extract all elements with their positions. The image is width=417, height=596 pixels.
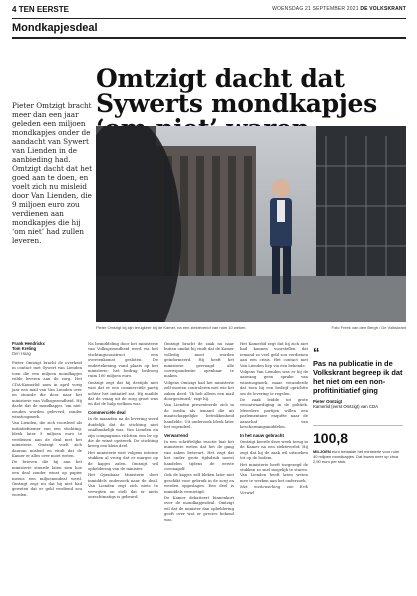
photo-illustration (96, 126, 406, 322)
stat-value: 100,8 (313, 430, 349, 446)
paragraph: Volgens Omtzigt had het ministerie zelf moeten controleren met wie het zaken deed. ‘Ik heb alleen een mail doorgestuurd,’ zegt hij. (164, 379, 235, 402)
paragraph: Omtzigt zegt dat hij destijds niet wist dat er een commerciële partij achter het initiatief zat. Hij mailde dat de vraag uit de zorg groot was en dat de hulp welkom was. (88, 379, 158, 407)
article-photo (96, 126, 406, 322)
quote-mark-icon: “ (313, 345, 320, 360)
paragraph: Pieter Omtzigt bracht de overheid in contact met Sywert van Lienden toen die een miljoen mondkapjes wilde leveren aan de zorg. Het CDA-Kamerlid nam in april vorig jaar een mail van Van Lienden over en stuurde die door naar het ministerie van Volksgezondheid. Hij dacht dat de mondkapjes ‘om niet’ zouden worden geleverd, zonder winstoogmerk. (12, 360, 82, 420)
paragraph: Volgens Van Lienden was er bij de aanvang geen sprake van winstoogmerk, maar veranderde dat toen hij een bedrijf oprichtte om de levering te regelen. (240, 369, 308, 396)
paragraph: Het ministerie heeft toegezegd de stukken zo snel mogelijk te sturen. Van Lienden heeft laten weten mee te werken aan het onderzoek. (240, 461, 308, 483)
paragraph: De Kamer debatteert binnenkort over de mondkapjesdeal. Omtzigt wil dat de minister dan opheldering geeft over wat er precies bekend was. (164, 494, 234, 522)
article-column-2 (88, 341, 158, 500)
byline (12, 341, 82, 356)
photo-credit: Foto Freek van den Bergh / De Volkskrant (331, 325, 406, 330)
stat-description (313, 449, 403, 465)
paragraph: Van Lienden presenteerde zich in de media als iemand die uit maatschappelijke betrokkenheid handelde. Uit onderzoek bleek later het tegendeel. (164, 402, 234, 430)
paragraph: Het Kamerlid zegt dat hij zich niet had kunnen voorstellen dat iemand zo veel geld zou verdienen aan een crisis. Het contact met Van Lienden liep via een bekende. (240, 341, 308, 368)
section-rule (12, 37, 406, 39)
photo-caption-bar (96, 325, 406, 330)
stat-text: euro betaalde het ministerie voor ruim 40 miljoen mondkapjes. Dat kwam neer op circa 2,50 euro per stuk. (313, 449, 400, 465)
paragraph: Het ministerie wist volgens interne stukken al vroeg dat er marges op de kapjes zaten. Omtzigt wil opheldering van de minister. (88, 449, 158, 471)
paragraph: Van Lienden, die zich voordeed als initiatiefnemer van een stichting, bleek later 9 miljoen euro te verdienen aan de deal met het ministerie. Omtzigt voelt zich daarom misleid en vindt dat de Kamer er alles over moet weten. (12, 420, 82, 458)
quote-role: Kamerlid (eerst Omtzigt) van CDA (313, 404, 378, 409)
quote-attribution (313, 399, 403, 409)
paragraph: Omtzigt bracht de zaak nu naar buiten omdat hij vindt dat de Kamer volledig moet worden geïnformeerd. Hij heeft het ministerie gevraagd alle correspondentie openbaar te maken. (164, 341, 234, 379)
header-rule (12, 18, 406, 19)
paragraph: In de maanden na de levering werd duidelijk dat de stichting niet onafhankelijk was. Van Lienden en zijn compagnons richtten een bv op die de winst opstreek. De stichting kreeg een klein deel. (88, 416, 158, 449)
stat-box (313, 430, 403, 465)
paragraph: Het Openbaar Ministerie doet inmiddels onderzoek naar de deal. Van Lienden zegt zich niets te verwijten en stelt dat er niets onrechtmatigs is gebeurd. (88, 472, 158, 499)
paragraph: Na bemiddeling door het ministerie van Volksgezondheid werd via het stichtingsconstruct een overeenkomst gesloten. De ondertekening vond plaats op het ministerie; het bedrag bedroeg ruim 100 miljoen euro. (88, 341, 158, 379)
article-column-3 (164, 341, 234, 523)
dateline: Den Haag (12, 351, 31, 356)
section-label: Mondkapjesdeal (12, 22, 98, 34)
subheading: In het nauw gebracht (240, 432, 284, 438)
paragraph: Omtzigt keerde deze week terug in de Kamer na een ziekteverlof. Hij zegt dat hij de zaak wil uitzoeken tot op de bodem. (240, 438, 308, 461)
article-column-1 (12, 341, 82, 498)
quote-text: Pas na publicatie in de Volkskrant begreep ik dat het niet om een non-profitinitiatief ging (313, 359, 403, 395)
lead-paragraph: Pieter Omtzigt bracht meer dan een jaar geleden een miljoen mondkapjes onder de aandacht van Sywert van Lienden in de aanbieding had. Omtzigt dacht dat het goed aan te doen, en voelt zich nu misleid door Van Lienden, die 9 miljoen euro zou verdienen aan mondkapjes die hij ‘om niet’ had zullen leveren. (12, 101, 92, 245)
header-date-brand: WOENSDAG 21 SEPTEMBER 2021 DE VOLKSKRANT (272, 6, 406, 12)
subheading: Commerciële deal (88, 409, 126, 415)
paragraph: Ook de kapjes zelf bleken later niet geschikt voor gebruik in de zorg en werden opgeslagen. Een deel is inmiddels vernietigd. (164, 472, 234, 494)
quote-speaker: Pieter Omtzigt (313, 399, 343, 404)
contributor-note: Met medewerking van Erik Verwiel (240, 484, 308, 495)
author-2: Tom Kreling (12, 346, 37, 351)
paragraph: In een schriftelijke reactie laat het ministerie weten dat het de gang van zaken betreurt. Het zegt dat het onder grote tijdsdruk moest handelen tijdens de eerste coronagolf. (164, 438, 234, 471)
article-column-4 (240, 341, 308, 496)
sidebar-divider (313, 425, 403, 426)
photo-caption: Pieter Omtzigt bij zijn terugkeer bij de Kamer, na een ziekteverlof van ruim 10 weken. (96, 325, 247, 330)
subheading: Verwarrend (164, 432, 188, 438)
stat-unit: MILJOEN (313, 449, 331, 454)
headline: Omtzigt dacht dat Sywerts mondkapjes (96, 64, 377, 118)
page-number-section: 4 TEN EERSTE (12, 5, 69, 14)
paragraph: De brieven die hij aan het ministerie stuurde laten zien hoe een deal zonder winst op papier ineens een miljoenendeal werd. Omtzigt zegt nu dat hij niet had geweten dat er geld verdiend zou worden. (12, 459, 82, 497)
author-1: Frank Hendrickx (12, 341, 45, 346)
paragraph: De zaak leidde tot grote verontwaardiging in de politiek. Meerdere partijen willen een parlementaire enquête naar de aanschaf van beschermingsmiddelen. (240, 397, 308, 430)
page-header (12, 5, 406, 19)
pull-quote (313, 345, 403, 409)
